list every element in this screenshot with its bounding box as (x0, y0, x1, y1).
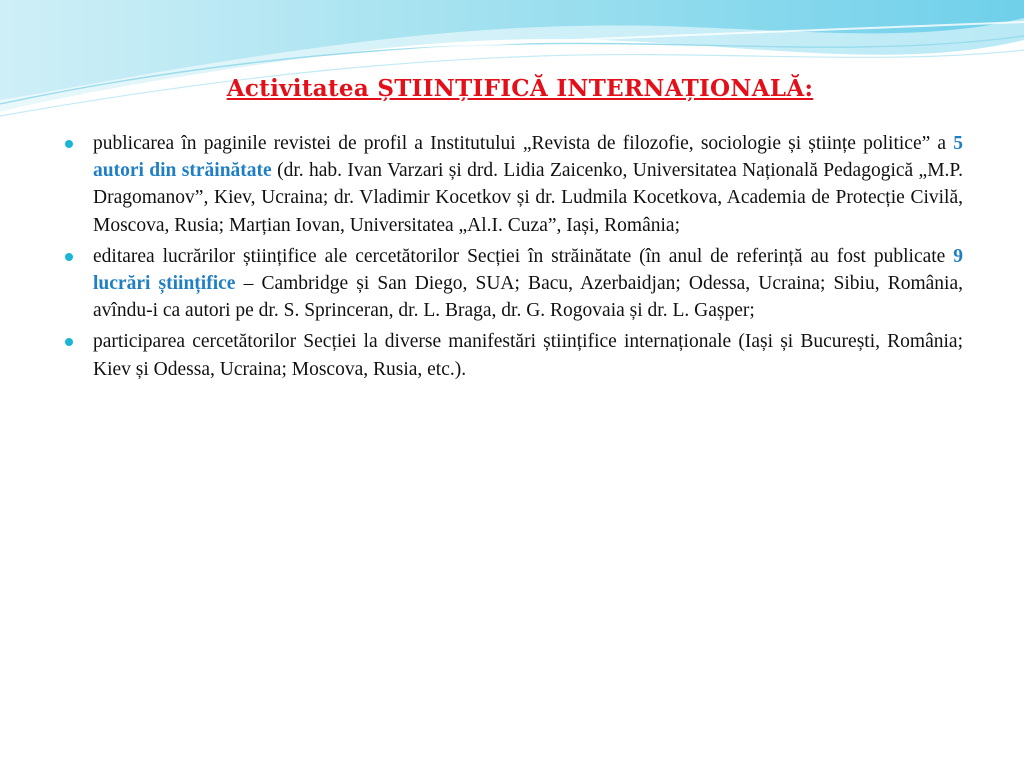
bullet-dot-icon (65, 140, 73, 148)
item-highlight: 9 lucrări științifice (93, 245, 963, 295)
header-waves-decoration (0, 0, 1024, 130)
bullet-list (64, 130, 963, 387)
item-text: participarea cercetătorilor Secției la diverse manifestări științifice internaționale (Iași și București, România; Kiev și Odessa, Ucraina; Moscova, Rusia, etc.). (93, 331, 963, 380)
bullet-dot-icon (65, 338, 73, 346)
slide-title: Activitatea ȘTIINȚIFICĂ INTERNAȚIONALĂ: (226, 75, 814, 102)
list-item (64, 243, 963, 325)
item-text: publicarea în paginile revistei de profil a Institutului „Revista de filozofie, sociologie și științe politice” a (93, 133, 954, 154)
list-item (64, 328, 963, 382)
item-text: – Cambridge și San Diego, SUA; Bacu, Azerbaidjan; Odessa, Ucraina; Sibiu, România, avîndu-i ca autori pe dr. S. Sprinceran, dr. L. Braga, dr. G. Rogovaia și dr. L. Gașper; (93, 273, 963, 322)
bullet-dot-icon (65, 253, 73, 261)
list-item (64, 130, 963, 239)
item-highlight: 5 autori din străinătate (93, 133, 963, 182)
item-text: (dr. hab. Ivan Varzari și drd. Lidia Zaicenko, Universitatea Națională Pedagogică „M.P. Dragomanov”, Kiev, Ucraina; dr. Vladimir Kocetkov și dr. Ludmila Kocetkova, Academia de Protecție Civilă, Moscova, Rusia; Marțian Iovan, Universitatea „Al.I. Cuza”, Iași, România; (93, 160, 963, 236)
item-text: editarea lucrărilor științifice ale cercetătorilor Secției în străinătate (în anul de referință au fost publicate (93, 245, 954, 267)
